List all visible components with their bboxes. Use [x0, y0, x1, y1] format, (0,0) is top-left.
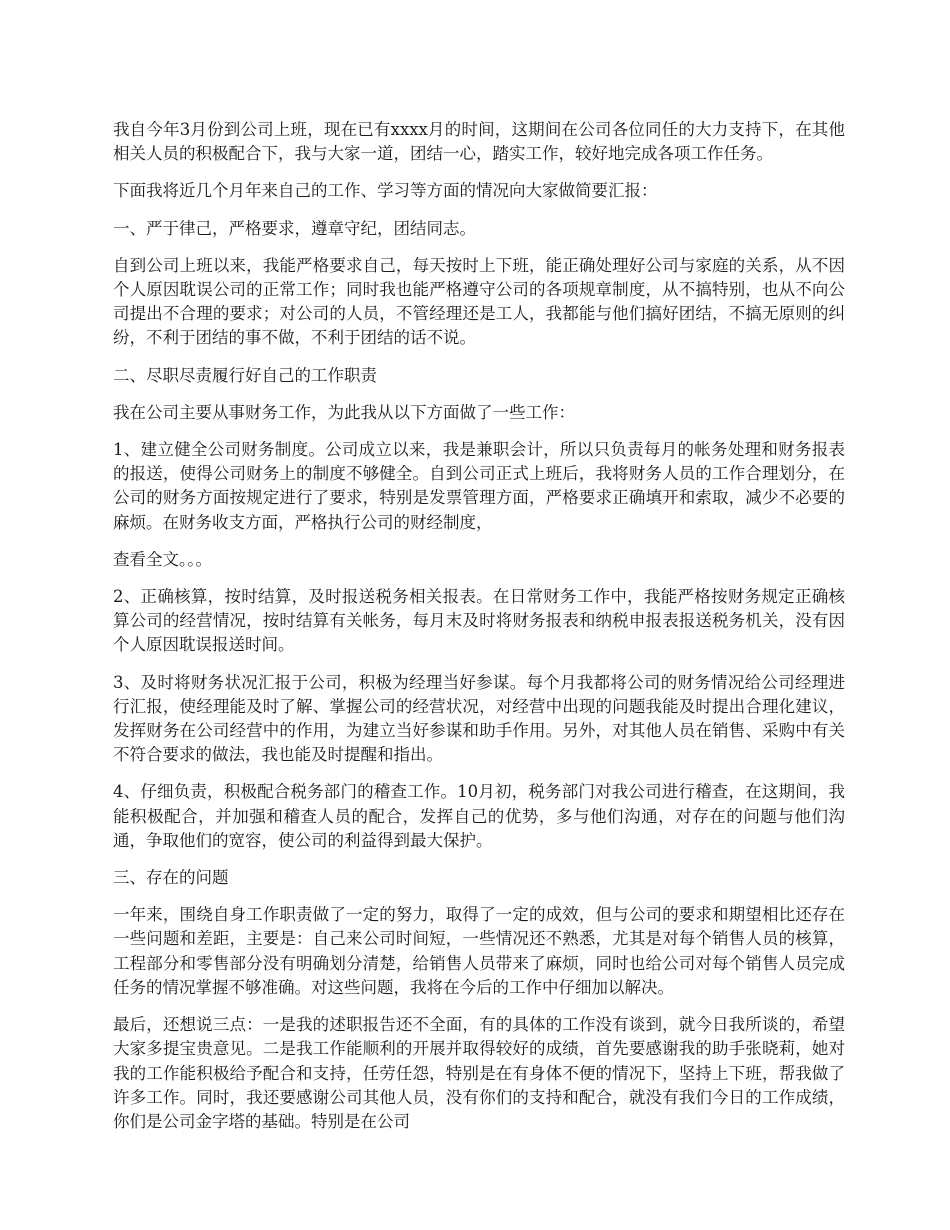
paragraph-item-3: 3、及时将财务状况汇报于公司，积极为经理当好参谋。每个月我都将公司的财务情况给公司经理进行汇报，使经理能及时了解、掌握公司的经营状况，对经营中出现的问题我能及时提出合理化建议，发挥财务在公司经营中的作用，为建立当好参谋和助手作用。另外，对其他人员在销售、采购中有关不符合要求的做法，我也能及时提醒和指出。 [113, 672, 845, 765]
paragraph-item-1: 1、建立健全公司财务制度。公司成立以来，我是兼职会计，所以只负责每月的帐务处理和财务报表的报送，使得公司财务上的制度不够健全。自到公司正式上班后，我将财务人员的工作合理划分，在公司的财务方面按规定进行了要求，特别是发票管理方面，严格要求正确填开和索取，减少不必要的麻烦。在财务收支方面，严格执行公司的财经制度， [113, 440, 845, 532]
paragraph-duties-lead: 我在公司主要从事财务工作，为此我从以下方面做了一些工作： [113, 402, 575, 422]
paragraph-item-2: 2、正确核算，按时结算，及时报送税务相关报表。在日常财务工作中，我能严格按财务规定正确核算公司的经营情况，按时结算有关帐务，每月末及时将财务报表和纳税申报表报送税务机关，没有因个人原因耽误报送时间。 [113, 587, 845, 655]
paragraph-item-4: 4、仔细负责，积极配合税务部门的稽查工作。10月初，税务部门对我公司进行稽查，在这期间，我能积极配合，并加强和稽查人员的配合，发挥自己的优势，多与他们沟通，对存在的问题与他们沟通，争取他们的宽容，使公司的利益得到最大保护。 [113, 782, 845, 850]
paragraph-intro: 我自今年3月份到公司上班，现在已有xxxx月的时间，这期间在公司各位同任的大力支持下，在其他相关人员的积极配合下，我与大家一道，团结一心，踏实工作，较好地完成各项工作任务。 [113, 120, 845, 164]
read-more-link[interactable]: 查看全文。。。 [113, 549, 212, 569]
paragraph-closing: 最后，还想说三点：一是我的述职报告还不全面，有的具体的工作没有谈到，就今日我所谈的，希望大家多提宝贵意见。二是我工作能顺利的开展并取得较好的成绩，首先要感谢我的助手张晓莉，她对我的工作能积极给予配合和支持，任劳任怨，特别是在有身体不便的情况下，坚持上下班，帮我做了许多工作。同时，我还要感谢公司其他人员，没有你们的支持和配合，就没有我们今日的工作成绩，你们是公司金字塔的基础。特别是在公司 [113, 1015, 845, 1131]
document-body [113, 118, 845, 1147]
section-heading-3: 三、存在的问题 [113, 868, 229, 888]
paragraph-problems: 一年来，围绕自身工作职责做了一定的努力，取得了一定的成效，但与公司的要求和期望相比还存在一些问题和差距，主要是：自己来公司时间短，一些情况还不熟悉，尤其是对每个销售人员的核算，工程部分和零售部分没有明确划分清楚，给销售人员带来了麻烦，同时也给公司对每个销售人员完成任务的情况掌握不够准确。对这些问题，我将在今后的工作中仔细加以解决。 [113, 905, 845, 997]
paragraph-summary-lead: 下面我将近几个月年来自己的工作、学习等方面的情况向大家做简要汇报： [113, 181, 658, 201]
section-heading-2: 二、尽职尽责履行好自己的工作职责 [113, 365, 377, 385]
section-heading-1: 一、严于律己，严格要求，遵章守纪，团结同志。 [113, 218, 476, 238]
paragraph-discipline: 自到公司上班以来，我能严格要求自己，每天按时上下班，能正确处理好公司与家庭的关系，从不因个人原因耽误公司的正常工作；同时我也能严格遵守公司的各项规章制度，从不搞特别，也从不向公司提出不合理的要求；对公司的人员，不管经理还是工人，我都能与他们搞好团结，不搞无原则的纠纷，不利于团结的事不做，不利于团结的话不说。 [113, 255, 845, 348]
